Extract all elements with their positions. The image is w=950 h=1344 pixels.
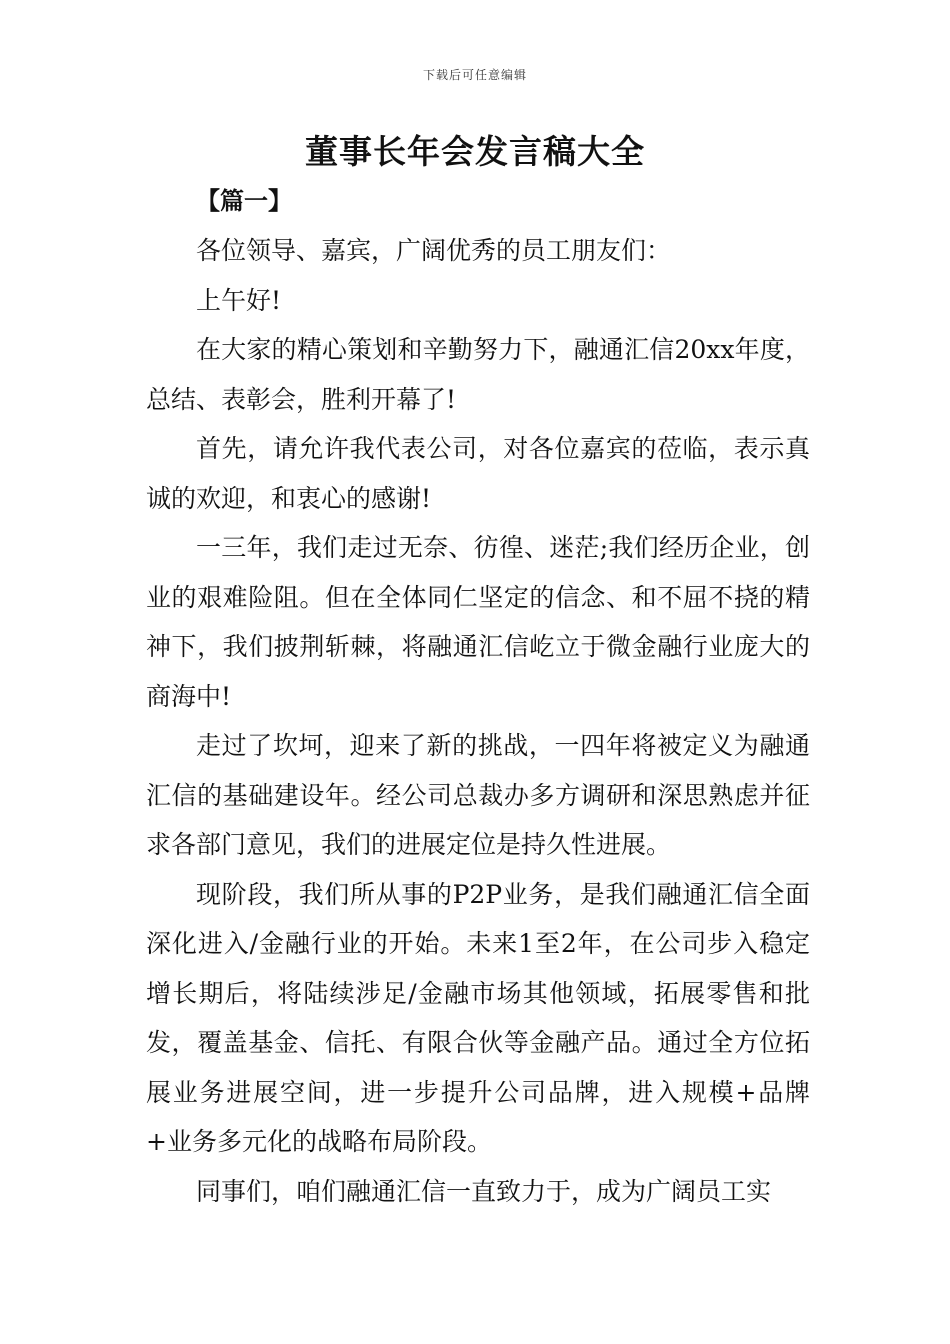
document-title: 董事长年会发言稿大全	[305, 132, 645, 171]
paragraph-opening: 在大家的精心策划和辛勤努力下，融通汇信20xx年度，总结、表彰会，胜利开幕了!	[146, 335, 810, 414]
paragraph-welcome: 首先，请允许我代表公司，对各位嘉宾的莅临，表示真诚的欢迎，和衷心的感谢!	[146, 434, 810, 513]
paragraph-challenge: 走过了坎坷，迎来了新的挑战，一四年将被定义为融通汇信的基础建设年。经公司总裁办多方调研和深思熟虑并征求各部门意见，我们的进展定位是持久性进展。	[146, 731, 810, 859]
document-body	[146, 226, 810, 1216]
paragraph-greeting: 各位领导、嘉宾，广阔优秀的员工朋友们：	[196, 236, 672, 265]
header-note: 下载后可任意编辑	[422, 68, 527, 82]
paragraph-strategy: 现阶段，我们所从事的P2P业务，是我们融通汇信全面深化进入/金融行业的开始。未来1至2年，在公司步入稳定增长期后，将陆续涉足/金融市场其他领域，拓展零售和批发，覆盖基金、信托、有限合伙等金融产品。通过全方位拓展业务进展空间，进一步提升公司品牌，进入规模+品牌+业务多元化的战略布局阶段。	[146, 879, 810, 1156]
paragraph-colleagues: 同事们，咱们融通汇信一直致力于，成为广阔员工实	[196, 1176, 772, 1206]
paragraph-good-morning: 上午好!	[196, 285, 282, 315]
paragraph-review: 一三年，我们走过无奈、彷徨、迷茫;我们经历企业，创业的艰难险阻。但在全体同仁坚定的信念、和不屈不挠的精神下，我们披荆斩棘，将融通汇信屹立于微金融行业庞大的商海中!	[146, 533, 810, 711]
section-label: 【篇一】	[196, 186, 292, 215]
